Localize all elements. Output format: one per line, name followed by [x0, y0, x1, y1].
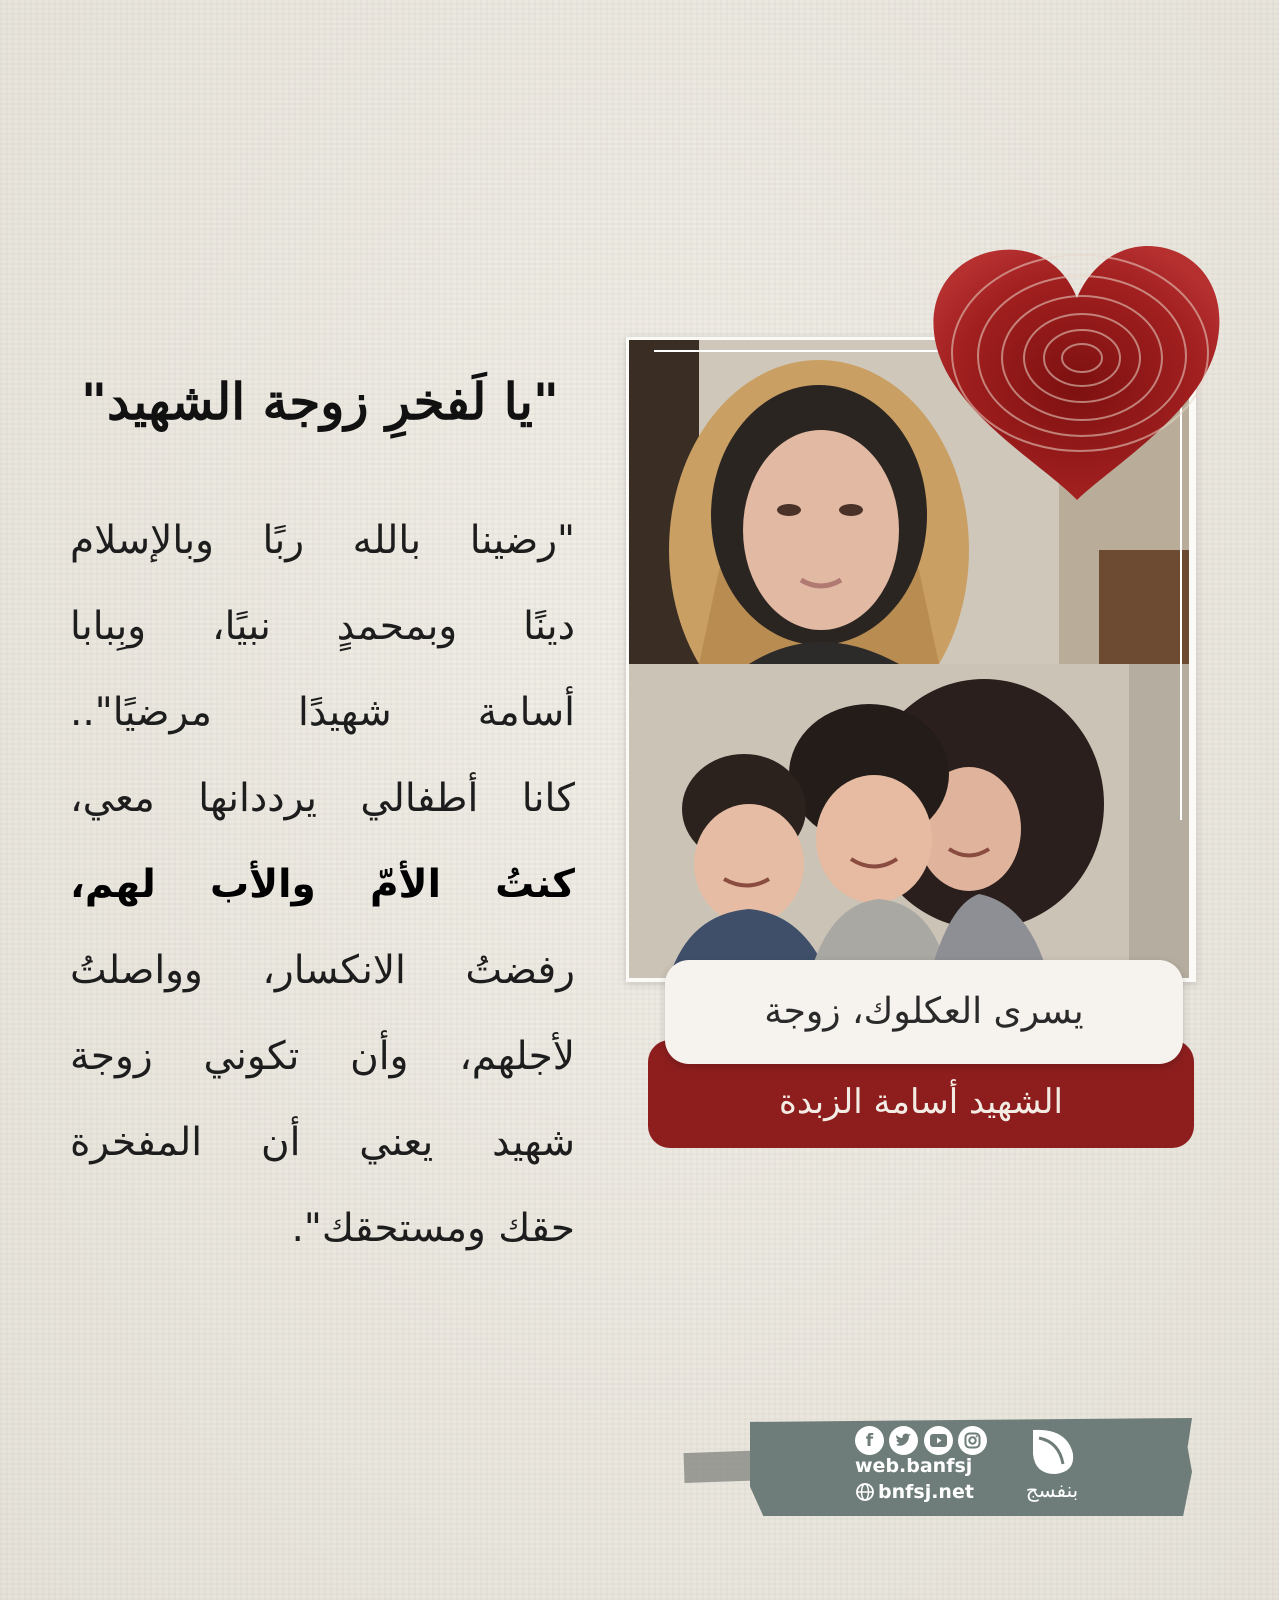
fingerprint-heart-icon: [922, 238, 1232, 508]
twitter-icon[interactable]: [889, 1426, 918, 1455]
quote-line: لأجلهم، وأن تكوني زوجة: [70, 1034, 575, 1079]
quote-line-emphasis: كنتُ الأمّ والأب لهم،: [70, 862, 575, 907]
website-text: bnfsj.net: [878, 1481, 974, 1503]
quote-line: حقك ومستحقك".: [291, 1206, 575, 1251]
quote-line: دينًا وبمحمدٍ نبيًا، وبِبابا: [70, 604, 575, 649]
name-caption: [665, 960, 1183, 1064]
quote-line: رفضتُ الانكسار، وواصلتُ: [70, 948, 575, 993]
wife-name: يسرى العكلوك، زوجة: [764, 991, 1084, 1032]
children-photo: [629, 664, 1189, 978]
martyr-name: الشهيد أسامة الزبدة: [779, 1082, 1063, 1122]
website-line-1[interactable]: web.banfsj: [855, 1455, 973, 1477]
quote-line: "رضينا بالله ربًا وبالإسلام: [70, 518, 575, 563]
globe-icon: [855, 1482, 875, 1502]
quote-line: شهيد يعني أن المفخرة: [70, 1120, 575, 1165]
brand-name: بنفسج: [1025, 1478, 1079, 1502]
instagram-icon[interactable]: [958, 1426, 987, 1455]
headline: "يا لَفخرِ زوجة الشهيد": [81, 372, 559, 431]
quote-body: [70, 498, 575, 1272]
website-line-2[interactable]: [855, 1480, 1000, 1504]
quote-line: كانا أطفالي يرددانها معي،: [70, 776, 575, 821]
youtube-icon[interactable]: [924, 1426, 953, 1455]
quote-line: أسامة شهيدًا مرضيًا"..: [70, 690, 575, 735]
leaf-logo-icon: [1015, 1424, 1090, 1480]
social-links: [855, 1426, 987, 1456]
facebook-icon[interactable]: f: [855, 1426, 884, 1455]
